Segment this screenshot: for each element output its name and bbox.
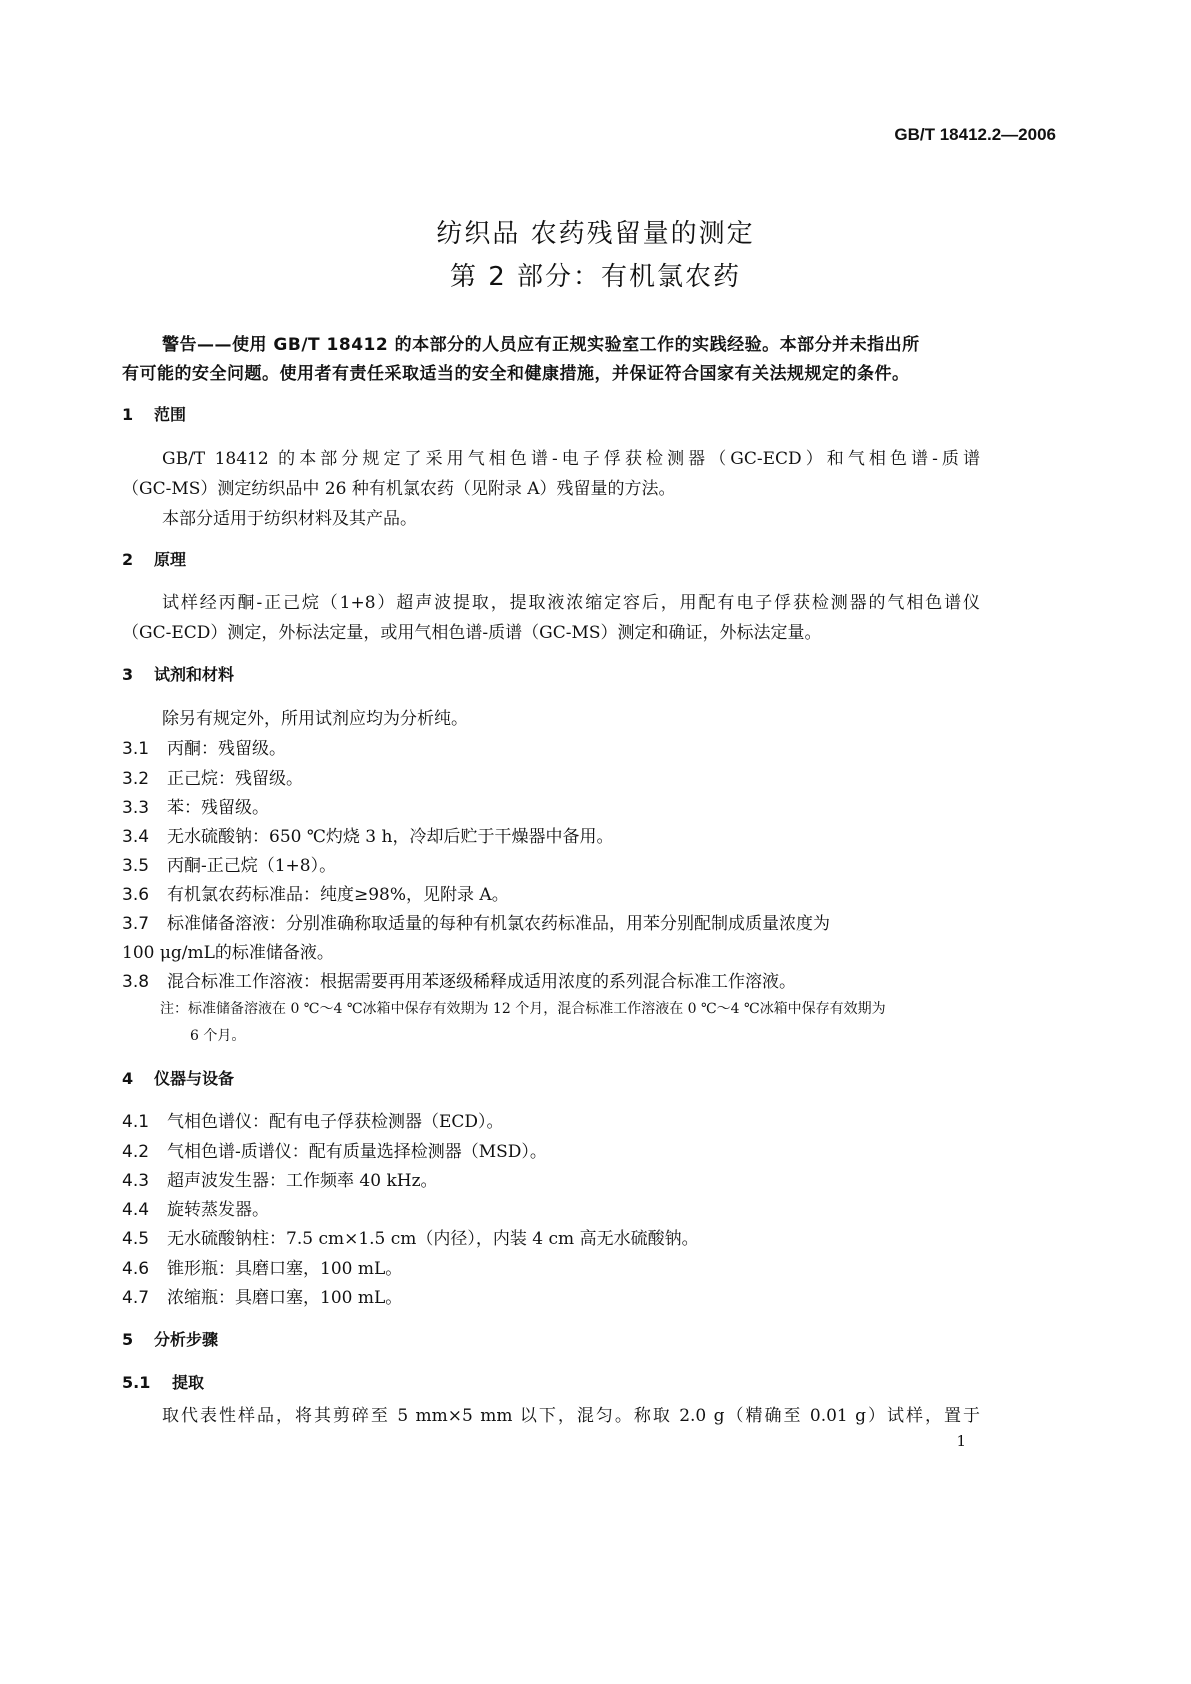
- list-item: 3.3 苯：残留级。: [122, 798, 269, 818]
- section-2-heading: [122, 547, 186, 570]
- list-item: 4.2 气相色谱-质谱仪：配有质量选择检测器（MSD）。: [122, 1142, 547, 1162]
- section-3-heading: [122, 662, 234, 685]
- note-line: 6 个月。: [190, 1028, 246, 1044]
- note-line: 注：标准储备溶液在 0 ℃～4 ℃冰箱中保存有效期为 12 个月，混合标准工作溶液在 0 ℃～4 ℃冰箱中保存有效期为: [160, 1001, 886, 1017]
- section-title: 仪器与设备: [154, 1069, 235, 1088]
- standard-code: GB/T 18412.2—2006: [894, 125, 1056, 144]
- section-5-heading: [122, 1327, 218, 1350]
- list-item: 4.6 锥形瓶：具磨口塞，100 mL。: [122, 1259, 403, 1279]
- section-number: 3: [122, 665, 134, 684]
- subsection-5-1-heading: [122, 1370, 204, 1393]
- paragraph-line: （GC-MS）测定纺织品中 26 种有机氯农药（见附录 A）残留量的方法。: [122, 479, 676, 499]
- warning-line-1: 警告——使用 GB/T 18412 的本部分的人员应有正规实验室工作的实践经验。本部分并未指出所: [162, 335, 920, 355]
- list-item: 4.1 气相色谱仪：配有电子俘获检测器（ECD）。: [122, 1112, 504, 1132]
- list-item: 4.5 无水硫酸钠柱：7.5 cm×1.5 cm（内径），内装 4 cm 高无水硫酸钠。: [122, 1229, 699, 1249]
- list-item: 4.7 浓缩瓶：具磨口塞，100 mL。: [122, 1288, 403, 1308]
- section-number: 5: [122, 1330, 134, 1349]
- section-number: 1: [122, 405, 134, 424]
- document-title: 纺织品 农药残留量的测定: [436, 219, 755, 249]
- list-item: 3.6 有机氯农药标准品：纯度≥98%，见附录 A。: [122, 885, 509, 905]
- paragraph-line: 本部分适用于纺织材料及其产品。: [162, 509, 417, 529]
- section-title: 试剂和材料: [154, 665, 235, 684]
- section-title: 分析步骤: [154, 1330, 219, 1349]
- list-item: 4.4 旋转蒸发器。: [122, 1200, 269, 1220]
- paragraph-line: 试样经丙酮-正己烷（1+8）超声波提取，提取液浓缩定容后，用配有电子俘获检测器的气相色谱仪: [162, 593, 980, 613]
- document-subtitle: 第 2 部分：有机氯农药: [449, 262, 742, 292]
- section-title: 提取: [172, 1373, 205, 1392]
- section-number: 2: [122, 550, 134, 569]
- paragraph-line: GB/T 18412 的本部分规定了采用气相色谱-电子俘获检测器（GC-ECD）和气相色谱-质谱: [162, 449, 980, 469]
- section-title: 范围: [154, 405, 187, 424]
- list-item-continuation: 100 μg/mL的标准储备液。: [122, 943, 334, 963]
- paragraph-line: 取代表性样品，将其剪碎至 5 mm×5 mm 以下，混匀。称取 2.0 g（精确至 0.01 g）试样，置于: [162, 1406, 980, 1426]
- page-number: 1: [956, 1432, 966, 1450]
- list-item: 3.5 丙酮-正己烷（1+8）。: [122, 856, 337, 876]
- list-item: 4.3 超声波发生器：工作频率 40 kHz。: [122, 1171, 438, 1191]
- section-1-heading: [122, 402, 186, 425]
- paragraph-line: 除另有规定外，所用试剂应均为分析纯。: [162, 709, 468, 729]
- list-item: 3.7 标准储备溶液：分别准确称取适量的每种有机氯农药标准品，用苯分别配制成质量浓度为: [122, 914, 830, 934]
- section-title: 原理: [154, 550, 187, 569]
- list-item: 3.4 无水硫酸钠：650 ℃灼烧 3 h，冷却后贮于干燥器中备用。: [122, 827, 614, 847]
- paragraph-line: （GC-ECD）测定，外标法定量，或用气相色谱-质谱（GC-MS）测定和确证，外标法定量。: [122, 623, 822, 643]
- section-number: 4: [122, 1069, 134, 1088]
- list-item: 3.2 正己烷：残留级。: [122, 769, 303, 789]
- section-4-heading: [122, 1066, 234, 1089]
- list-item: 3.8 混合标准工作溶液：根据需要再用苯逐级稀释成适用浓度的系列混合标准工作溶液。: [122, 972, 796, 992]
- warning-line-2: 有可能的安全问题。使用者有责任采取适当的安全和健康措施，并保证符合国家有关法规规定的条件。: [122, 364, 910, 384]
- list-item: 3.1 丙酮：残留级。: [122, 739, 286, 759]
- section-number: 5.1: [122, 1373, 151, 1392]
